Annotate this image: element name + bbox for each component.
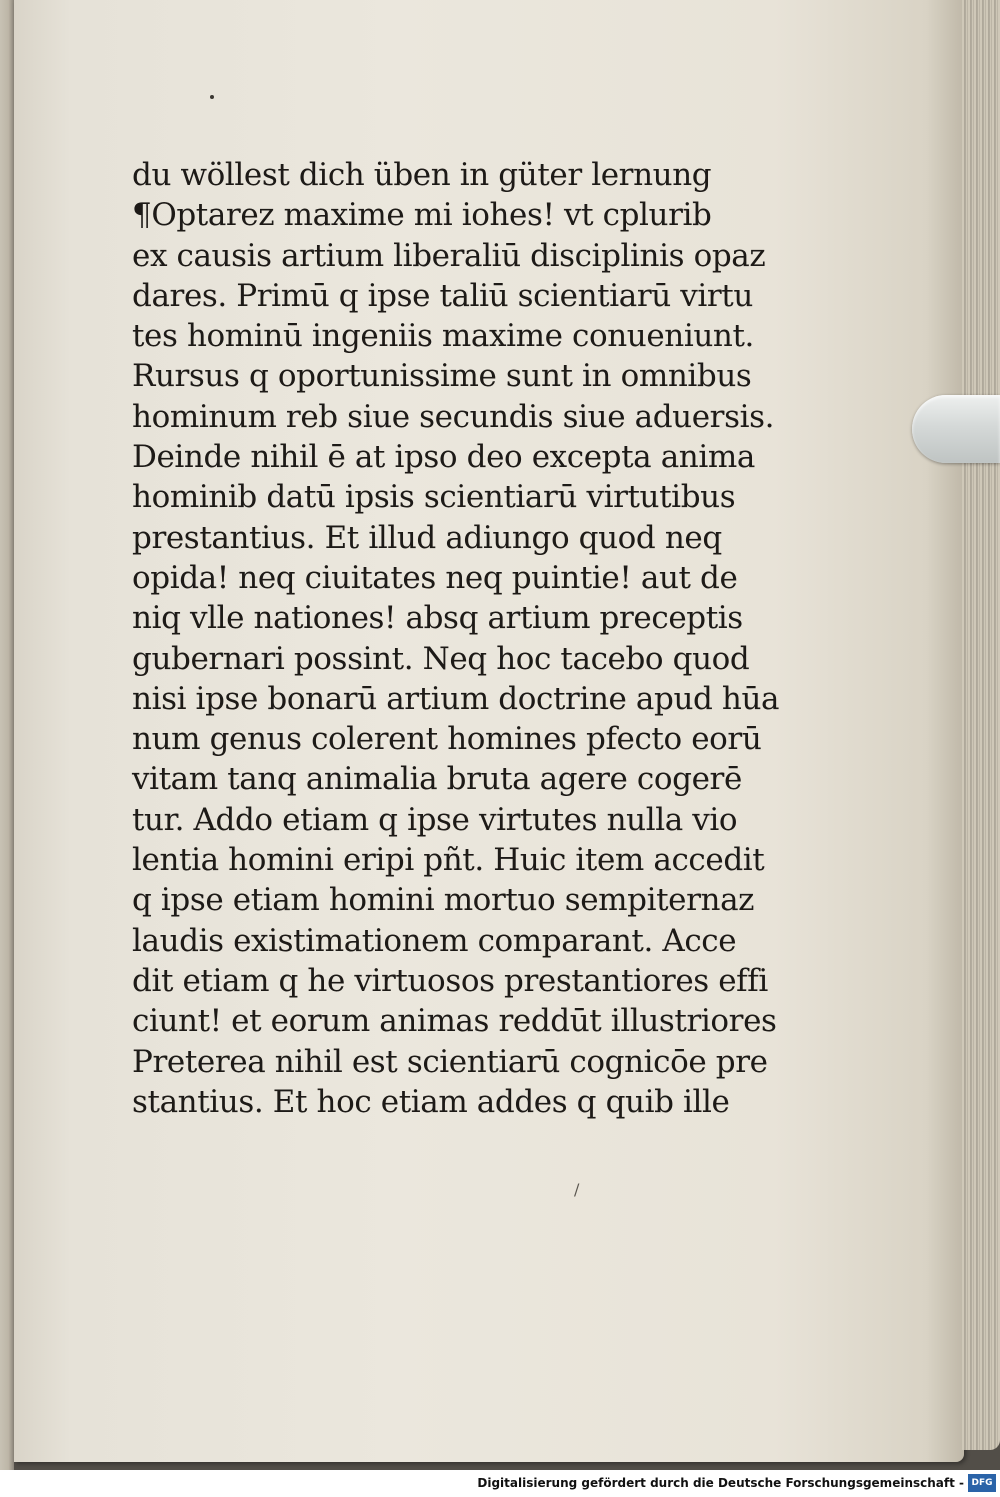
ink-speck	[210, 95, 214, 99]
text-line: tur. Addo etiam q ipse virtutes nulla vio	[132, 801, 738, 838]
text-line: gubernari possint. Neq hoc tacebo quod	[132, 640, 750, 677]
text-line: num genus colerent homines pfecto eorū	[132, 721, 762, 758]
text-line: Preterea nihil est scientiarū cognicōe pre	[132, 1043, 768, 1080]
text-line: hominum reb siue secundis siue aduersis.	[132, 398, 775, 435]
text-line: du wöllest dich üben in güter lernung	[132, 157, 712, 193]
text-line: ¶Optarez maxime mi iohes! vt cplurib	[132, 197, 712, 234]
text-line: niq vlle nationes! absq artium preceptis	[132, 600, 743, 637]
text-line: vitam tanq animalia bruta agere cogerē	[132, 761, 742, 798]
text-line: ciunt! et eorum animas reddūt illustriores	[132, 1003, 777, 1040]
digitization-footer	[0, 1470, 1000, 1497]
text-line: laudis existimationem comparant. Acce	[132, 922, 737, 959]
text-line: opida! neq ciuitates neq puintie! aut de	[132, 559, 738, 596]
text-line: ex causis artium liberaliū disciplinis opaz	[132, 237, 766, 274]
text-line: stantius. Et hoc etiam addes q quib ille	[132, 1083, 730, 1120]
dfg-logo: DFG	[968, 1474, 996, 1492]
page-stack-edge	[962, 0, 1000, 1450]
text-line: nisi ipse bonarū artium doctrine apud hūa	[132, 680, 780, 717]
text-line: prestantius. Et illud adiungo quod neq	[132, 519, 722, 556]
book-clip	[912, 395, 1000, 463]
text-line: dit etiam q he virtuosos prestantiores effi	[132, 962, 768, 999]
text-line: Deinde nihil ē at ipso deo excepta anima	[132, 439, 755, 476]
previous-page-edge	[0, 0, 14, 1470]
text-line: q ipse etiam homini mortuo sempiternaz	[132, 882, 755, 919]
text-line: lentia homini eripi pñt. Huic item accedit	[132, 842, 765, 879]
text-line: tes hominū ingeniis maxime conueniunt.	[132, 318, 755, 355]
page-text	[132, 155, 792, 1122]
text-line: dares. Primū q ipse taliū scientiarū virtu	[132, 277, 753, 314]
text-line: hominib datū ipsis scientiarū virtutibus	[132, 479, 736, 516]
bottom-mark: /	[574, 1180, 580, 1199]
text-line: Rursus q oportunissime sunt in omnibus	[132, 358, 752, 395]
funding-credit: Digitalisierung gefördert durch die Deutsche Forschungsgemeinschaft -	[477, 1476, 964, 1490]
